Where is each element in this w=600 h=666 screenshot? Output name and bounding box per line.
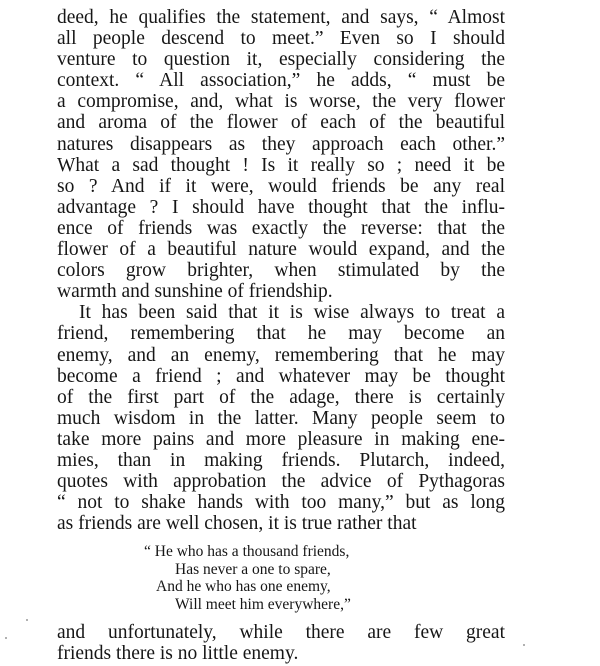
text-line: It has been said that it is wise always to treat a <box>79 302 505 324</box>
text-line: warmth and sunshine of friendship. <box>57 281 333 303</box>
text-line: enemy, and an enemy, remembering that he may <box>57 344 505 366</box>
text-line: and aroma of the flower of each of the beautiful <box>57 112 505 134</box>
poem-quote <box>0 543 600 614</box>
paragraph-3 <box>57 623 505 665</box>
poem-line: “ He who has a thousand friends, <box>144 543 350 560</box>
text-line: of the first part of the adage, there is certainly <box>57 386 505 408</box>
text-line: ence of friends was exactly the reverse: that the <box>57 217 505 239</box>
scan-speck <box>523 644 525 646</box>
poem-line: Has never a one to spare, <box>175 560 331 578</box>
text-line: What a sad thought ! Is it really so ; need it be <box>57 154 505 176</box>
text-line: context. “ All association,” he adds, “ must be <box>57 70 505 92</box>
text-line: friends there is no little enemy. <box>57 643 299 665</box>
text-line: venture to question it, especially considering the <box>57 49 505 71</box>
text-line: as friends are well chosen, it is true rather that <box>57 513 417 535</box>
text-line: quotes with approbation the advice of Pythagoras <box>57 471 505 493</box>
text-line: and unfortunately, while there are few great <box>57 622 505 643</box>
poem-line: And he who has one enemy, <box>156 578 331 596</box>
text-line: friend, remembering that he may become an <box>57 323 505 345</box>
body-text <box>57 7 505 534</box>
text-line: mies, than in making friends. Plutarch, indeed, <box>57 449 505 471</box>
text-line: take more pains and more pleasure in making ene- <box>57 428 505 450</box>
paragraph-1 <box>57 7 505 302</box>
text-line: a compromise, and, what is worse, the very flower <box>57 91 505 113</box>
text-line: all people descend to meet.” Even so I should <box>57 28 505 50</box>
paragraph-2 <box>57 302 505 534</box>
text-line: much wisdom in the latter. Many people seem to <box>57 407 505 429</box>
text-line: colors grow brighter, when stimulated by the <box>57 260 505 282</box>
text-line: natures disappears as they approach each other.” <box>57 133 505 155</box>
text-line: deed, he qualifies the statement, and says, “ Almost <box>57 7 505 28</box>
scan-speck <box>26 619 28 621</box>
scan-speck <box>5 637 7 639</box>
text-line: become a friend ; and whatever may be thought <box>57 365 505 387</box>
text-line: flower of a beautiful nature would expand, and the <box>57 239 505 261</box>
poem-line: Will meet him everywhere,” <box>175 596 351 614</box>
text-line: advantage ? I should have thought that the influ- <box>57 196 505 218</box>
text-line: so ? And if it were, would friends be any real <box>57 175 505 197</box>
text-line: “ not to shake hands with too many,” but as long <box>57 492 505 514</box>
